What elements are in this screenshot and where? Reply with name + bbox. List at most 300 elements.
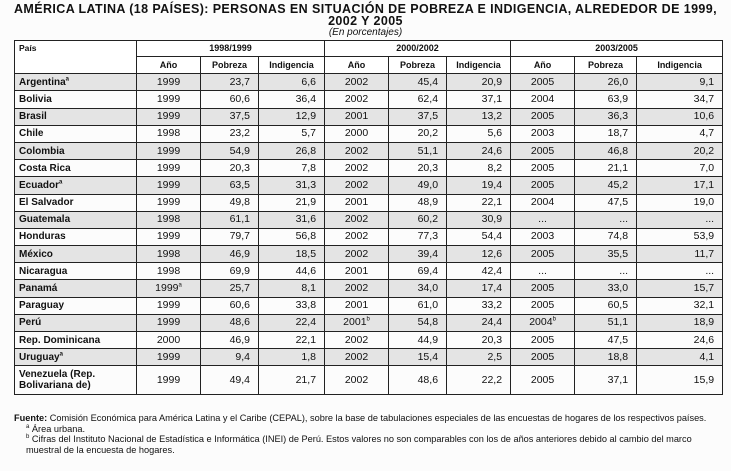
year-cell (325, 280, 389, 297)
year-cell-text: 2003 (530, 230, 555, 243)
pobreza-cell (201, 177, 259, 194)
table-row (15, 228, 723, 245)
header-indigencia: Indigencia (259, 57, 325, 74)
year-cell (137, 125, 201, 142)
year-cell-text: 2001 (344, 196, 369, 209)
pobreza-cell (201, 74, 259, 91)
indigencia-cell (637, 332, 723, 349)
header-period-1: 1998/1999 (137, 41, 325, 57)
country-cell-text: Argentina (19, 76, 66, 88)
year-cell-text: 1999 (156, 110, 181, 123)
pobreza-cell (389, 160, 447, 177)
indigencia-cell-text: 9,1 (699, 75, 715, 88)
pobreza-cell (389, 108, 447, 125)
pobreza-cell-text: 49,4 (229, 373, 250, 386)
indigencia-cell-text: 11,7 (694, 247, 715, 260)
pobreza-cell (389, 263, 447, 280)
indigencia-cell (447, 142, 511, 159)
year-cell-text: 2005 (530, 178, 555, 191)
indigencia-cell (637, 349, 723, 366)
pobreza-cell (389, 349, 447, 366)
pobreza-cell (201, 349, 259, 366)
country-cell (15, 280, 137, 297)
pobreza-cell-text: 26,0 (607, 75, 629, 88)
country-cell-text: Guatemala (19, 214, 71, 226)
footnote-a (14, 424, 722, 435)
indigencia-cell (637, 280, 723, 297)
pobreza-cell (575, 263, 637, 280)
indigencia-cell-text: 10,6 (693, 110, 715, 123)
indigencia-cell-text: 21,9 (295, 196, 317, 209)
header-ano: Año (325, 57, 389, 74)
pobreza-cell (389, 211, 447, 228)
header-pais: País (15, 41, 137, 74)
country-cell-text: El Salvador (19, 197, 74, 209)
page-title: AMÉRICA LATINA (18 PAÍSES): PERSONAS EN SITUACIÓN DE POBREZA E INDIGENCIA, ALREDEDOR DE 1999, 2002 Y 2005 (13, 2, 718, 28)
indigencia-cell (447, 246, 511, 263)
country-cell (15, 74, 137, 91)
header-indigencia: Indigencia (447, 57, 511, 74)
year-cell-text: 2005 (530, 282, 555, 295)
year-cell (511, 177, 575, 194)
year-cell (511, 366, 575, 395)
indigencia-cell (259, 211, 325, 228)
indigencia-cell-text: 22,1 (481, 196, 503, 209)
pobreza-cell (389, 246, 447, 263)
year-cell (511, 194, 575, 211)
indigencia-cell (447, 314, 511, 331)
year-cell (325, 91, 389, 108)
year-cell-text: 2005 (530, 299, 555, 312)
pobreza-cell (389, 194, 447, 211)
pobreza-cell-text: 35,5 (607, 247, 629, 260)
year-cell-text: 2000 (344, 127, 369, 140)
pobreza-cell-text: 77,3 (417, 230, 439, 243)
pobreza-cell-text: 74,8 (607, 230, 629, 243)
indigencia-cell (259, 366, 325, 395)
indigencia-cell-text: 31,3 (295, 178, 317, 191)
pobreza-cell-text: 47,5 (607, 196, 629, 209)
pobreza-cell-text: 25,7 (229, 282, 250, 295)
year-cell-text: 2005 (530, 373, 555, 386)
footnote-marker: b (366, 316, 370, 323)
pobreza-cell (575, 332, 637, 349)
indigencia-cell (259, 349, 325, 366)
pobreza-cell (201, 160, 259, 177)
indigencia-cell (447, 108, 511, 125)
pobreza-cell (201, 366, 259, 395)
year-cell-text: 2001 (344, 110, 369, 123)
year-cell-text: 1998 (156, 247, 181, 260)
footnote-b-text: Cifras del Instituto Nacional de Estadística e Informática (INEI) de Perú. Estos valores no son comparables con los de años anteriores debido al cambio del marco muestral de la encuesta de hogares. (26, 434, 692, 455)
year-cell (511, 74, 575, 91)
country-cell (15, 228, 137, 245)
year-cell-text: 2004 (530, 196, 555, 209)
table-row (15, 314, 723, 331)
country-cell (15, 177, 137, 194)
year-cell (325, 160, 389, 177)
table-row (15, 366, 723, 395)
indigencia-cell (259, 91, 325, 108)
pobreza-cell-text: 49,0 (417, 178, 439, 191)
pobreza-cell (575, 177, 637, 194)
indigencia-cell-text: 22,1 (295, 333, 317, 346)
year-cell-text: 1999 (156, 161, 181, 174)
indigencia-cell (259, 125, 325, 142)
year-cell (511, 280, 575, 297)
year-cell-text: 2002 (344, 178, 369, 191)
indigencia-cell (259, 228, 325, 245)
table-body (15, 74, 723, 395)
year-cell-text: 2005 (530, 247, 555, 260)
year-cell-text: 1999 (156, 350, 181, 363)
indigencia-cell (637, 263, 723, 280)
country-cell-text: Ecuador (19, 179, 60, 191)
year-cell (137, 177, 201, 194)
indigencia-cell-text: 19,4 (481, 178, 503, 191)
indigencia-cell-text: 24,6 (481, 144, 503, 157)
pobreza-cell-text: 60,5 (607, 299, 629, 312)
pobreza-cell-text: 48,6 (417, 373, 439, 386)
country-cell (15, 142, 137, 159)
pobreza-cell-text: 48,9 (417, 196, 439, 209)
pobreza-cell (575, 314, 637, 331)
country-cell (15, 332, 137, 349)
year-cell (511, 228, 575, 245)
pobreza-cell (201, 332, 259, 349)
header-pobreza: Pobreza (389, 57, 447, 74)
pobreza-cell-text: 37,5 (417, 110, 439, 123)
pobreza-cell (575, 142, 637, 159)
year-cell (137, 366, 201, 395)
footnote-marker: a (59, 351, 63, 358)
header-ano: Año (511, 57, 575, 74)
pobreza-cell (201, 125, 259, 142)
pobreza-cell (389, 125, 447, 142)
year-cell (511, 142, 575, 159)
pobreza-cell-text: 20,3 (229, 161, 250, 174)
pobreza-cell (389, 228, 447, 245)
pobreza-cell-text: 44,9 (417, 333, 439, 346)
footnote-marker: a (178, 282, 182, 289)
pobreza-cell-text: 54,9 (229, 144, 250, 157)
header-period-2: 2000/2002 (325, 41, 511, 57)
pobreza-cell-text: 60,2 (417, 213, 439, 226)
year-cell-text: 2002 (344, 373, 369, 386)
year-cell-text: 2001 (343, 316, 367, 329)
pobreza-cell-text: 23,7 (229, 75, 250, 88)
indigencia-cell-text: 12,6 (481, 247, 503, 260)
indigencia-cell (637, 211, 723, 228)
indigencia-cell (259, 314, 325, 331)
indigencia-cell-text: 4,7 (699, 127, 715, 140)
year-cell (325, 366, 389, 395)
pobreza-cell-text: 47,5 (607, 333, 629, 346)
indigencia-cell-text: 31,6 (295, 213, 317, 226)
indigencia-cell-text: 20,3 (481, 333, 503, 346)
pobreza-cell (389, 314, 447, 331)
indigencia-cell (637, 177, 723, 194)
indigencia-cell (447, 91, 511, 108)
year-cell-text: 1999 (156, 144, 181, 157)
pobreza-cell (575, 246, 637, 263)
indigencia-cell-text: 56,8 (295, 230, 317, 243)
year-cell-text: 2003 (530, 127, 555, 140)
year-cell-text: 1998 (156, 264, 181, 277)
pobreza-cell (389, 297, 447, 314)
pobreza-cell-text: 46,8 (607, 144, 629, 157)
country-cell-text: Venezuela (Rep. Bolivariana de) (19, 369, 96, 392)
indigencia-cell (447, 125, 511, 142)
pobreza-cell-text: 46,9 (229, 247, 250, 260)
year-cell (137, 142, 201, 159)
pobreza-cell (201, 108, 259, 125)
table-row (15, 177, 723, 194)
indigencia-cell-text: 4,1 (699, 350, 715, 363)
year-cell (511, 297, 575, 314)
indigencia-cell (447, 228, 511, 245)
pobreza-cell-text: ... (619, 264, 629, 277)
year-cell-text: 2004 (529, 316, 553, 329)
year-cell-text: 2002 (344, 213, 369, 226)
indigencia-cell (637, 125, 723, 142)
indigencia-cell (447, 177, 511, 194)
year-cell (325, 349, 389, 366)
country-cell-text: Costa Rica (19, 162, 71, 174)
footnote-marker: a (59, 179, 63, 186)
pobreza-cell (201, 263, 259, 280)
indigencia-cell-text: 42,4 (481, 264, 503, 277)
footnote-marker: b (552, 316, 556, 323)
pobreza-cell-text: 36,3 (607, 110, 629, 123)
indigencia-cell (637, 314, 723, 331)
indigencia-cell-text: 36,4 (295, 92, 317, 105)
pobreza-cell (201, 246, 259, 263)
pobreza-cell (201, 228, 259, 245)
year-cell-text: 2005 (530, 161, 555, 174)
table-row (15, 349, 723, 366)
table-row (15, 280, 723, 297)
pobreza-cell (575, 297, 637, 314)
pobreza-cell-text: 9,4 (235, 350, 250, 363)
indigencia-cell-text: 33,8 (295, 299, 317, 312)
source-note (14, 413, 722, 424)
year-cell (137, 297, 201, 314)
year-cell (137, 246, 201, 263)
country-cell-text: Paraguay (19, 300, 65, 312)
year-cell-text: 2005 (530, 75, 555, 88)
table-row (15, 332, 723, 349)
year-cell-text: 2002 (344, 75, 369, 88)
indigencia-cell (447, 280, 511, 297)
indigencia-cell-text: 30,9 (481, 213, 503, 226)
pobreza-cell (389, 332, 447, 349)
year-cell-text: 1999 (156, 230, 181, 243)
indigencia-cell-text: 6,6 (301, 75, 317, 88)
year-cell (511, 160, 575, 177)
footnote-b-mark: b (26, 433, 30, 440)
indigencia-cell (259, 160, 325, 177)
indigencia-cell-text: 5,7 (301, 127, 317, 140)
indigencia-cell (637, 246, 723, 263)
year-cell (137, 194, 201, 211)
source-label: Fuente: (14, 413, 48, 423)
pobreza-cell-text: 49,8 (229, 196, 250, 209)
indigencia-cell (259, 194, 325, 211)
year-cell (137, 228, 201, 245)
indigencia-cell-text: 54,4 (481, 230, 503, 243)
pobreza-cell-text: 18,8 (607, 350, 629, 363)
pobreza-cell-text: 20,3 (417, 161, 439, 174)
year-cell-text: 2002 (344, 92, 369, 105)
year-cell (325, 125, 389, 142)
year-cell-text: 1999 (156, 178, 181, 191)
pobreza-cell-text: 46,9 (229, 333, 250, 346)
year-cell (511, 211, 575, 228)
country-cell (15, 349, 137, 366)
indigencia-cell-text: 33,2 (481, 299, 503, 312)
indigencia-cell (637, 91, 723, 108)
year-cell-text: 2002 (344, 161, 369, 174)
indigencia-cell (637, 228, 723, 245)
table-row (15, 263, 723, 280)
pobreza-cell (201, 194, 259, 211)
indigencia-cell (637, 142, 723, 159)
country-cell (15, 263, 137, 280)
pobreza-cell-text: 21,1 (607, 161, 629, 174)
indigencia-cell-text: 18,9 (693, 316, 715, 329)
pobreza-cell (575, 194, 637, 211)
indigencia-cell-text: 26,8 (295, 144, 317, 157)
country-cell (15, 194, 137, 211)
indigencia-cell-text: 7,8 (301, 161, 317, 174)
year-cell (325, 177, 389, 194)
year-cell (137, 263, 201, 280)
indigencia-cell-text: 21,7 (295, 373, 317, 386)
pobreza-cell-text: 33,0 (607, 282, 629, 295)
year-cell (137, 108, 201, 125)
pobreza-cell (575, 91, 637, 108)
pobreza-cell (201, 297, 259, 314)
header-pobreza: Pobreza (201, 57, 259, 74)
country-cell-text: Chile (19, 128, 44, 140)
pobreza-cell (575, 280, 637, 297)
country-cell-text: Brasil (19, 111, 47, 123)
year-cell (511, 263, 575, 280)
country-cell (15, 91, 137, 108)
year-cell-text: 1999 (156, 196, 181, 209)
footnote-b (14, 434, 722, 455)
country-cell-text: Uruguay (19, 351, 60, 363)
table-footer (14, 413, 722, 455)
pobreza-cell-text: 63,5 (229, 178, 250, 191)
country-cell (15, 246, 137, 263)
pobreza-cell-text: 54,8 (417, 316, 439, 329)
country-cell-text: Perú (19, 317, 42, 329)
indigencia-cell-text: 13,2 (481, 110, 503, 123)
year-cell (511, 125, 575, 142)
indigencia-cell (447, 366, 511, 395)
indigencia-cell (637, 108, 723, 125)
pobreza-cell (389, 91, 447, 108)
year-cell (137, 280, 201, 297)
country-cell (15, 160, 137, 177)
year-cell-text: 1999 (156, 373, 181, 386)
poverty-table (14, 40, 723, 395)
pobreza-cell (201, 91, 259, 108)
pobreza-cell (575, 125, 637, 142)
indigencia-cell (259, 297, 325, 314)
country-cell-text: Honduras (19, 231, 66, 243)
year-cell (325, 297, 389, 314)
country-cell (15, 366, 137, 395)
country-cell-text: Nicaragua (19, 265, 68, 277)
pobreza-cell-text: 51,1 (417, 144, 439, 157)
country-cell-text: Bolivia (19, 93, 52, 105)
indigencia-cell-text: 22,2 (481, 373, 503, 386)
year-cell-text: 1999 (156, 92, 181, 105)
pobreza-cell-text: 79,7 (229, 230, 250, 243)
indigencia-cell (637, 194, 723, 211)
country-cell (15, 108, 137, 125)
table-row (15, 297, 723, 314)
year-cell (325, 314, 389, 331)
year-cell-text: 2002 (344, 350, 369, 363)
pobreza-cell (575, 349, 637, 366)
year-cell-text: 2001 (344, 264, 369, 277)
year-cell (137, 314, 201, 331)
indigencia-cell (259, 246, 325, 263)
year-cell (325, 74, 389, 91)
pobreza-cell (389, 280, 447, 297)
pobreza-cell-text: 45,4 (417, 75, 439, 88)
table-row (15, 194, 723, 211)
footnote-marker: a (65, 76, 70, 83)
source-text: Comisión Económica para América Latina y el Caribe (CEPAL), sobre la base de tabulaciones especiales de las encuestas de hogares de los respectivos países. (49, 413, 707, 423)
indigencia-cell (447, 211, 511, 228)
header-indigencia: Indigencia (637, 57, 723, 74)
year-cell-text: 2001 (344, 299, 369, 312)
year-cell-text: ... (538, 213, 547, 226)
pobreza-cell-text: 15,4 (417, 350, 439, 363)
pobreza-cell-text: 39,4 (417, 247, 439, 260)
footnote-a-mark: a (26, 423, 30, 430)
pobreza-cell (389, 177, 447, 194)
indigencia-cell-text: 24,6 (693, 333, 715, 346)
pobreza-cell-text: 23,2 (229, 127, 250, 140)
indigencia-cell-text: 15,9 (693, 373, 715, 386)
indigencia-cell-text: 18,5 (295, 247, 317, 260)
pobreza-cell-text: 61,0 (417, 299, 439, 312)
year-cell (137, 211, 201, 228)
indigencia-cell-text: 22,4 (295, 316, 317, 329)
indigencia-cell-text: 17,1 (693, 178, 715, 191)
year-cell (511, 349, 575, 366)
table-row (15, 125, 723, 142)
header-period-3: 2003/2005 (511, 41, 723, 57)
page-subtitle: (En porcentajes) (328, 27, 403, 38)
year-cell-text: 2005 (530, 110, 555, 123)
table-row (15, 91, 723, 108)
table-row (15, 108, 723, 125)
indigencia-cell (259, 177, 325, 194)
year-cell-text: 2002 (344, 230, 369, 243)
indigencia-cell (447, 160, 511, 177)
pobreza-cell-text: 18,7 (607, 127, 629, 140)
indigencia-cell-text: 2,5 (487, 350, 503, 363)
pobreza-cell (575, 211, 637, 228)
indigencia-cell-text: 8,2 (487, 161, 503, 174)
